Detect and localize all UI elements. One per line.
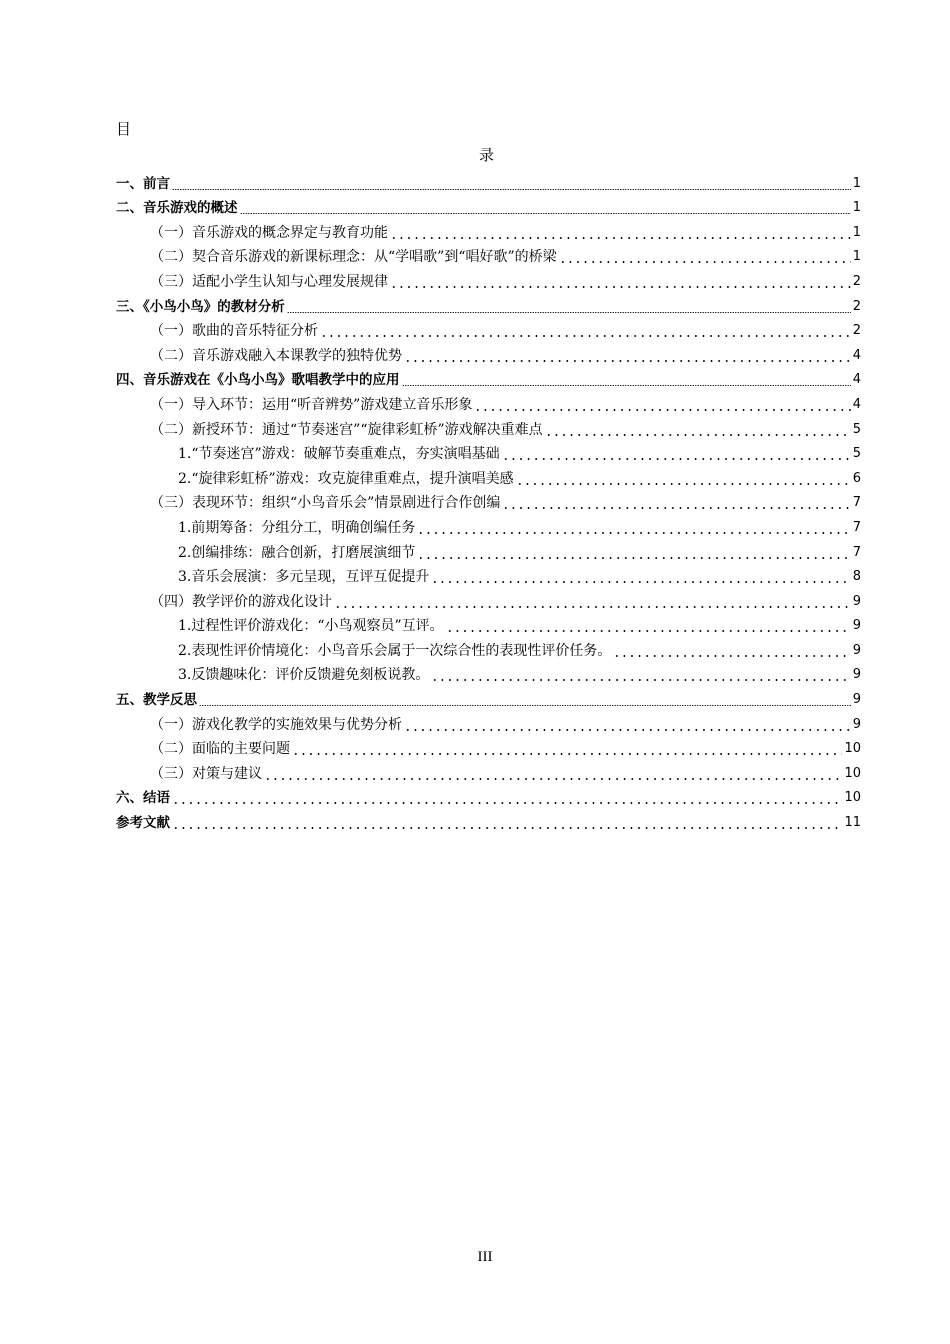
dot-leader <box>417 532 850 534</box>
toc-entry[interactable] <box>116 758 861 783</box>
toc-entry[interactable] <box>116 463 861 488</box>
dot-leader <box>502 458 851 460</box>
toc-entry-page: 5 <box>852 446 861 462</box>
toc-heading-first-char: 目 <box>116 120 132 138</box>
toc-entry-page: 11 <box>844 815 861 831</box>
toc-entry-label: 1.“节奏迷宫”游戏：破解节奏重难点，夯实演唱基础 <box>178 446 500 463</box>
table-of-contents <box>116 168 861 832</box>
toc-entry-page: 10 <box>844 790 861 806</box>
toc-entry-page: 7 <box>852 544 861 560</box>
toc-entry-page: 4 <box>852 372 861 388</box>
toc-entry-page: 9 <box>852 642 861 658</box>
toc-entry-page: 2 <box>852 323 861 339</box>
dot-leader <box>334 606 851 608</box>
dot-leader <box>172 802 842 804</box>
toc-entry-page: 5 <box>852 421 861 437</box>
toc-entry-label: 1.前期筹备：分组分工，明确创编任务 <box>178 519 416 536</box>
toc-entry-page: 6 <box>852 470 861 486</box>
toc-entry[interactable] <box>116 365 861 390</box>
toc-entry-page: 2 <box>852 298 861 314</box>
dot-leader <box>446 630 851 632</box>
toc-entry[interactable] <box>116 266 861 291</box>
dot-leader <box>404 360 851 362</box>
dot-leader <box>516 483 851 485</box>
toc-entry[interactable] <box>116 783 861 808</box>
dot-leader <box>320 335 851 337</box>
dot-leader <box>559 261 851 263</box>
toc-entry[interactable] <box>116 291 861 316</box>
toc-entry-page: 7 <box>852 519 861 535</box>
toc-entry-label: （一）导入环节：运用“听音辨势”游戏建立音乐形象 <box>150 396 473 413</box>
toc-entry-page: 1 <box>852 200 861 216</box>
toc-entry[interactable] <box>116 389 861 414</box>
toc-entry-page: 9 <box>852 667 861 683</box>
toc-entry-label: 2.“旋律彩虹桥”游戏：攻克旋律重难点，提升演唱美感 <box>178 470 514 487</box>
toc-entry[interactable] <box>116 611 861 636</box>
dot-leader <box>390 237 851 239</box>
dot-leader <box>199 705 851 706</box>
toc-entry-label: 2.表现性评价情境化：小鸟音乐会属于一次综合性的表现性评价任务。 <box>178 642 612 659</box>
toc-entry[interactable] <box>116 316 861 341</box>
dot-leader <box>172 189 851 190</box>
toc-entry-page: 4 <box>852 396 861 412</box>
toc-entry-page: 2 <box>852 273 861 289</box>
toc-entry[interactable] <box>116 488 861 513</box>
toc-entry[interactable] <box>116 562 861 587</box>
toc-entry-page: 9 <box>852 618 861 634</box>
toc-entry-page: 1 <box>852 224 861 240</box>
dot-leader <box>264 778 842 780</box>
toc-entry[interactable] <box>116 807 861 832</box>
toc-entry-label: （三）对策与建议 <box>150 765 262 782</box>
dot-leader <box>474 409 850 411</box>
toc-entry[interactable] <box>116 512 861 537</box>
toc-entry-label: 3.音乐会展演：多元呈现，互评互促提升 <box>178 569 430 586</box>
dot-leader <box>390 286 851 288</box>
toc-entry[interactable] <box>116 193 861 218</box>
dot-leader <box>240 213 851 214</box>
page-number: III <box>477 1249 493 1265</box>
toc-entry-page: 10 <box>844 765 861 781</box>
toc-entry[interactable] <box>116 340 861 365</box>
dot-leader <box>417 557 850 559</box>
toc-heading-second-char: 录 <box>479 146 495 164</box>
toc-entry-page: 10 <box>844 741 861 757</box>
toc-entry[interactable] <box>116 660 861 685</box>
toc-entry-label: 二、音乐游戏的概述 <box>116 200 238 217</box>
toc-entry-label: （二）面临的主要问题 <box>150 741 290 758</box>
toc-entry-label: （四）教学评价的游戏化设计 <box>150 593 332 610</box>
toc-entry-label: （二）契合音乐游戏的新课标理念：从“学唱歌”到“唱好歌”的桥梁 <box>150 249 557 266</box>
toc-entry[interactable] <box>116 734 861 759</box>
toc-entry[interactable] <box>116 537 861 562</box>
dot-leader <box>545 434 851 436</box>
toc-entry-label: （一）歌曲的音乐特征分析 <box>150 323 318 340</box>
toc-entry-label: 三、《小鸟小鸟》的教材分析 <box>116 298 285 315</box>
toc-entry[interactable] <box>116 439 861 464</box>
toc-entry-page: 9 <box>852 593 861 609</box>
toc-entry-page: 9 <box>852 692 861 708</box>
toc-entry-label: （三）表现环节：组织“小鸟音乐会”情景剧进行合作创编 <box>150 495 501 512</box>
dot-leader <box>402 385 851 386</box>
toc-entry-label: 四、音乐游戏在《小鸟小鸟》歌唱教学中的应用 <box>116 372 400 389</box>
toc-entry-page: 9 <box>852 716 861 732</box>
dot-leader <box>613 655 850 657</box>
toc-entry[interactable] <box>116 684 861 709</box>
dot-leader <box>172 827 842 829</box>
toc-entry[interactable] <box>116 709 861 734</box>
dot-leader <box>404 729 851 731</box>
toc-entry[interactable] <box>116 217 861 242</box>
dot-leader <box>502 507 850 509</box>
toc-entry-label: 参考文献 <box>116 815 170 832</box>
toc-entry-label: （二）音乐游戏融入本课教学的独特优势 <box>150 347 402 364</box>
toc-entry[interactable] <box>116 635 861 660</box>
toc-entry-label: （三）适配小学生认知与心理发展规律 <box>150 273 388 290</box>
toc-entry-label: 3.反馈趣味化：评价反馈避免刻板说教。 <box>178 667 430 684</box>
toc-entry[interactable] <box>116 414 861 439</box>
toc-entry-page: 8 <box>852 569 861 585</box>
toc-entry-page: 4 <box>852 347 861 363</box>
toc-entry-label: （一）游戏化教学的实施效果与优势分析 <box>150 716 402 733</box>
toc-entry-label: 一、前言 <box>116 175 170 192</box>
toc-entry-page: 1 <box>852 249 861 265</box>
dot-leader <box>431 581 850 583</box>
toc-entry-label: （二）新授环节：通过“节奏迷宫”“旋律彩虹桥”游戏解决重难点 <box>150 421 543 438</box>
toc-entry-label: 六、结语 <box>116 790 170 807</box>
toc-entry[interactable] <box>116 168 861 193</box>
toc-entry-page: 7 <box>852 495 861 511</box>
dot-leader <box>292 753 842 755</box>
toc-entry-page: 1 <box>852 175 861 191</box>
dot-leader <box>287 312 851 313</box>
toc-entry-label: 1.过程性评价游戏化：“小鸟观察员”互评。 <box>178 618 444 635</box>
toc-entry-label: （一）音乐游戏的概念界定与教育功能 <box>150 224 388 241</box>
toc-entry[interactable] <box>116 242 861 267</box>
dot-leader <box>431 679 850 681</box>
toc-entry-label: 五、教学反思 <box>116 692 197 709</box>
toc-entry[interactable] <box>116 586 861 611</box>
toc-entry-label: 2.创编排练：融合创新，打磨展演细节 <box>178 544 416 561</box>
